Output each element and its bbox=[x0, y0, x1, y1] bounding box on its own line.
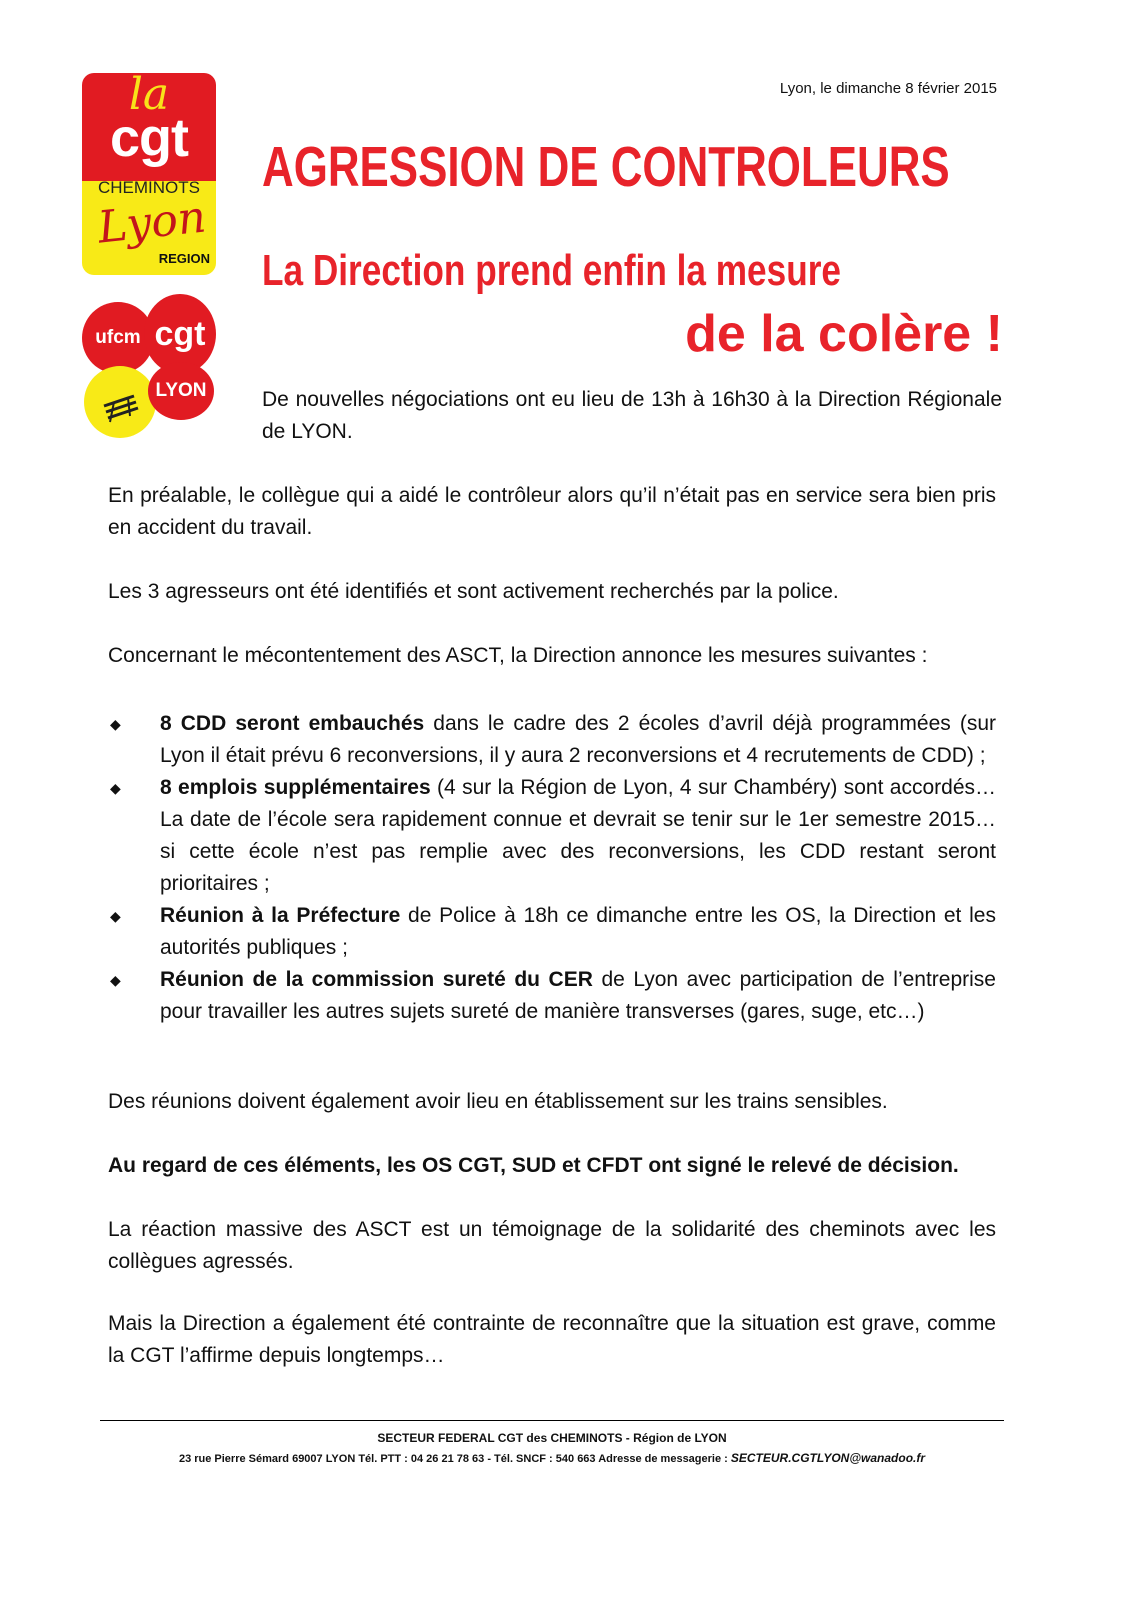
list-item bbox=[108, 708, 996, 772]
logo-federation-circle bbox=[84, 366, 156, 438]
footer-divider bbox=[100, 1420, 1004, 1421]
diamond-bullet-icon: ◆ bbox=[110, 972, 121, 988]
federation-emblem-icon bbox=[84, 366, 156, 438]
document-title: AGRESSION DE CONTROLEURS bbox=[262, 135, 950, 199]
measures-list bbox=[108, 708, 996, 1028]
paragraph-reaction: La réaction massive des ASCT est un témoignage de la solidarité des cheminots avec les collègues agressés. bbox=[108, 1218, 996, 1273]
document-subtitle-line1: La Direction prend enfin la mesure bbox=[262, 246, 841, 295]
diamond-bullet-icon: ◆ bbox=[110, 780, 121, 796]
paragraph-bold-statement: Au regard de ces éléments, les OS CGT, SUD et CFDT ont signé le relevé de décision. bbox=[108, 1154, 959, 1177]
list-item-text: dans le cadre des 2 écoles d’avril déjà programmées (sur Lyon il était prévu 6 reconversions, il y aura 2 reconversions et 4 recrutements de CDD) ; bbox=[160, 712, 996, 767]
list-item bbox=[108, 772, 996, 900]
footer-contact bbox=[100, 1450, 1004, 1467]
paragraph-final: Mais la Direction a également été contrainte de reconnaître que la situation est grave, comme la CGT l’affirme depuis longtemps… bbox=[108, 1312, 996, 1367]
list-item bbox=[108, 964, 996, 1028]
paragraph-preamble: En préalable, le collègue qui a aidé le contrôleur alors qu’il n’était pas en service sera bien pris en accident du travail. bbox=[108, 484, 996, 539]
list-item-text: de Police à 18h ce dimanche entre les OS, la Direction et les autorités publiques ; bbox=[160, 904, 996, 959]
list-item bbox=[108, 900, 996, 964]
logo-cheminots-text: CHEMINOTS bbox=[98, 178, 200, 197]
logo-ufcm-circle: ufcm bbox=[82, 302, 154, 374]
cgt-cheminots-lyon-logo bbox=[82, 73, 216, 275]
footer-email-link[interactable]: SECTEUR.CGTLYON@wanadoo.fr bbox=[730, 1451, 926, 1465]
intro-paragraph: De nouvelles négociations ont eu lieu de 13h à 16h30 à la Direction Régionale de LYON. bbox=[262, 388, 1002, 443]
ufcm-cgt-lyon-logo bbox=[82, 294, 216, 440]
document-subtitle-line2: de la colère ! bbox=[685, 305, 1003, 363]
list-item-text: de Lyon avec participation de l’entreprise pour travailler les autres sujets sureté de manière transverses (gares, suge, etc…) bbox=[160, 968, 996, 1023]
logo-lyon-text: Lyon bbox=[95, 191, 209, 254]
diamond-bullet-icon: ◆ bbox=[110, 716, 121, 732]
list-item-bold: Réunion de la commission sureté du CER bbox=[160, 968, 593, 991]
document-date: Lyon, le dimanche 8 février 2015 bbox=[779, 80, 997, 97]
list-item-bold: 8 CDD seront embauchés bbox=[160, 712, 425, 735]
logo-region-text: REGION bbox=[158, 251, 210, 266]
logo-la-text: la bbox=[128, 73, 170, 120]
paragraph-aggressors: Les 3 agresseurs ont été identifiés et sont activement recherchés par la police. bbox=[108, 580, 839, 603]
footer-address: 23 rue Pierre Sémard 69007 LYON Tél. PTT : 04 26 21 78 63 - Tél. SNCF : 540 663 Adresse de messagerie : bbox=[178, 1453, 731, 1465]
logo-cgt-text: cgt bbox=[110, 108, 188, 168]
list-item-bold: 8 emplois supplémentaires bbox=[160, 776, 431, 799]
footer-organization: SECTEUR FEDERAL CGT des CHEMINOTS - Région de LYON bbox=[377, 1431, 727, 1445]
logo-cgt-circle: cgt bbox=[144, 294, 216, 374]
list-item-text: (4 sur la Région de Lyon, 4 sur Chambéry) sont accordés… La date de l’école sera rapidement connue et devrait se tenir sur le 1er semestre 2015… si cette école n’est pas remplie avec des reconversions, les CDD restant seront prioritaires ; bbox=[160, 776, 996, 895]
logo-lyon-circle: LYON bbox=[148, 362, 214, 420]
diamond-bullet-icon: ◆ bbox=[110, 908, 121, 924]
paragraph-after-bullets: Des réunions doivent également avoir lieu en établissement sur les trains sensibles. bbox=[108, 1090, 888, 1113]
paragraph-measures-intro: Concernant le mécontentement des ASCT, la Direction annonce les mesures suivantes : bbox=[108, 644, 928, 667]
list-item-bold: Réunion à la Préfecture bbox=[160, 904, 401, 927]
